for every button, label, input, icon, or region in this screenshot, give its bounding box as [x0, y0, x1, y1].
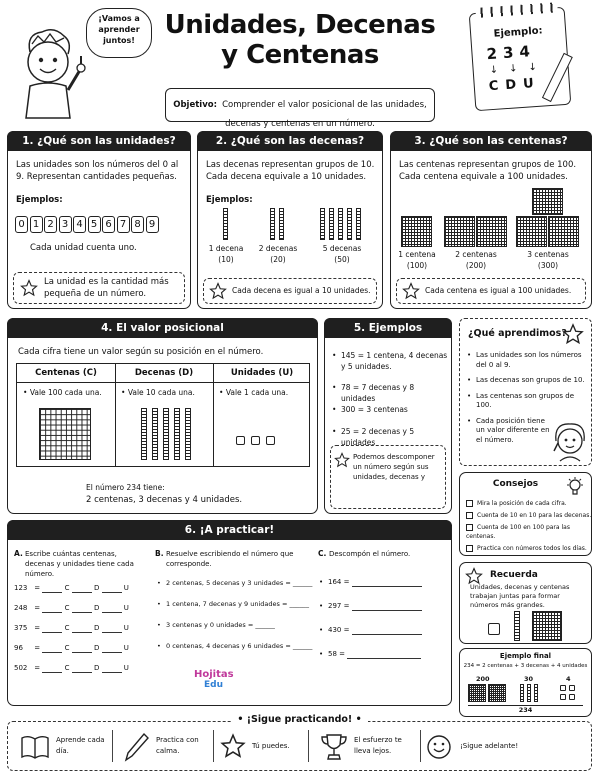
star-icon [402, 282, 420, 300]
table-col-divider [213, 364, 214, 466]
answer-blank[interactable] [347, 650, 421, 659]
page-title [160, 10, 440, 70]
footer-divider [213, 730, 214, 762]
practice-a-title: A. [14, 549, 23, 558]
practice-c-title: C. [318, 549, 327, 558]
col-item-tens: • Vale 10 cada una. [121, 388, 195, 397]
section-units [7, 131, 191, 309]
col-head-tens: Decenas (D) [134, 368, 194, 378]
section-tens-title: 2. ¿Qué son las decenas? [197, 131, 383, 151]
final-equation: 234 = 2 centenas + 3 decenas + 4 unidades [463, 663, 588, 669]
hundreds-note [396, 278, 586, 304]
answer-blank[interactable] [102, 644, 122, 653]
hundred-flat [516, 216, 547, 247]
tips-title: Consejos [492, 479, 539, 489]
col-head-hundreds: Centenas (C) [35, 368, 97, 378]
hundred-flat [532, 611, 562, 641]
star-icon [220, 733, 246, 759]
list-item: • 297 = [318, 601, 448, 611]
final-v3: 4 [566, 675, 571, 683]
section-examples-title: 5. Ejemplos [324, 318, 452, 338]
practice-b-text: Resuelve escribiendo el número que corresponde. [166, 550, 294, 568]
hundred-flat [39, 408, 91, 460]
final-v2: 30 [524, 675, 534, 683]
place-value-text: Cada cifra tiene un valor según su posición en el número. [18, 347, 264, 357]
star-icon [334, 452, 350, 468]
section-units-title: 1. ¿Qué son las unidades? [7, 131, 191, 151]
example-title: Ejemplo: [493, 25, 543, 40]
number-breakdown: 2 centenas, 3 decenas y 4 unidades. [86, 495, 243, 505]
ten-rod [270, 208, 275, 240]
section-place-value [7, 318, 318, 514]
remember-text: Unidades, decenas y centenas trabajan juntas para formar números más grandes. [470, 583, 570, 609]
examples-note-text: Podemos descomponer un número según sus unidades, decenas y [353, 453, 435, 481]
ten-rod [356, 208, 361, 240]
section-tens [197, 131, 383, 309]
answer-blank[interactable] [102, 624, 122, 633]
answer-blank[interactable] [102, 604, 122, 613]
table-row: 375 = C D U [14, 624, 129, 632]
footer-divider [420, 730, 421, 762]
tens-examples-label: Ejemplos: [206, 195, 253, 205]
footer-item-5: ¡Sigue adelante! [460, 742, 519, 750]
section-practice-title: 6. ¡A practicar! [7, 520, 452, 540]
unit-cube [569, 694, 575, 700]
tips-list [466, 499, 592, 553]
objective-label: Objetivo: [173, 100, 217, 110]
checkbox-icon [466, 500, 473, 507]
final-total: 234 [518, 706, 533, 714]
star-icon [20, 279, 38, 297]
hundred-flat [548, 216, 579, 247]
hundreds-note-text: Cada centena es igual a 100 unidades. [425, 286, 572, 295]
brand-logo: Hojitas Edu [194, 669, 234, 690]
hundreds-ex2: 2 centenas (200) [455, 250, 497, 270]
learned-box [459, 318, 592, 466]
hundred-flat [468, 684, 486, 702]
footer-item-2: Practica con calma. [156, 736, 199, 755]
ten-rod [163, 408, 169, 460]
unit-cube [560, 694, 566, 700]
list-item: • Las decenas son grupos de 10. [466, 376, 588, 386]
unit-cube [560, 685, 566, 691]
list-item: • 164 = [318, 577, 448, 587]
units-caption: Cada unidad cuenta uno. [30, 243, 137, 253]
ten-rod [338, 208, 343, 240]
table-row: 248 = C D U [14, 604, 129, 612]
table-row: 123 = C D U [14, 584, 129, 592]
section-practice [7, 520, 452, 706]
footer-item-1: Aprende cada día. [56, 736, 105, 755]
footer-banner [7, 714, 592, 771]
answer-blank[interactable] [42, 584, 62, 593]
answer-blank[interactable] [352, 578, 422, 587]
book-icon [20, 734, 50, 760]
answer-blank[interactable] [102, 584, 122, 593]
tens-text: Las decenas representan grupos de 10. Cada decena equivale a 10 unidades. [206, 160, 375, 182]
tens-ex1: 1 decena (10) [208, 244, 244, 264]
hundred-flat [401, 216, 432, 247]
unit-cubes [233, 430, 278, 449]
units-note-text: La unidad es la cantidad más pequeña de un número. [44, 277, 169, 299]
final-example-box [459, 648, 592, 717]
hundred-flat [488, 684, 506, 702]
tip-item: Cuenta de 10 en 10 para las decenas. [466, 511, 592, 520]
answer-blank[interactable] [352, 602, 422, 611]
units-text: Las unidades son los números del 0 al 9. Representan cantidades pequeñas. [16, 160, 179, 182]
section-hundreds-title: 3. ¿Qué son las centenas? [390, 131, 592, 151]
list-item: • 78 = 7 decenas y 8 unidades [331, 383, 449, 405]
hundred-flat [444, 216, 475, 247]
list-item: • 25 = 2 decenas y 5 unidades [331, 427, 449, 445]
objective-text: Comprender el valor posicional de las unidades, decenas y centenas en un número. [222, 100, 427, 129]
place-value-table [16, 363, 310, 467]
footer-title: • ¡Sigue practicando! • [8, 714, 591, 725]
units-examples-label: Ejemplos: [16, 195, 63, 205]
learned-title: ¿Qué aprendimos? [468, 328, 567, 339]
footer-item-4: El esfuerzo te lleva lejos. [354, 736, 402, 755]
tens-ex2: 2 decenas (20) [258, 244, 298, 264]
girl-illustration [550, 421, 590, 463]
unit-cube [236, 436, 245, 445]
star-icon [562, 323, 584, 345]
title-line-1: Unidades, Decenas [164, 10, 436, 40]
checkbox-icon [466, 524, 473, 531]
practice-b-list [156, 579, 316, 651]
list-item: • 1 centena, 7 decenas y 9 unidades = ______ [156, 600, 316, 609]
list-item: • Las centenas son grupos de 100. [466, 392, 588, 411]
notebook-rings [475, 2, 557, 18]
section-examples [324, 318, 452, 514]
title-line-2: y Centenas [221, 40, 379, 70]
unit-cube [251, 436, 260, 445]
col-head-units: Unidades (U) [230, 368, 294, 378]
tens-note-text: Cada decena es igual a 10 unidades. [232, 286, 371, 295]
example-notebook [469, 7, 572, 111]
tips-box [459, 472, 592, 556]
list-item: • 2 centenas, 5 decenas y 3 unidades = ______ [156, 579, 316, 588]
ten-rod [329, 208, 334, 240]
answer-blank[interactable] [42, 604, 62, 613]
ten-rod [320, 208, 325, 240]
section-place-value-title: 4. El valor posicional [7, 318, 318, 338]
answer-blank[interactable] [72, 664, 92, 673]
final-title: Ejemplo final [499, 652, 552, 660]
unit-cube [569, 685, 575, 691]
section-hundreds [390, 131, 592, 309]
number-text: El número 234 tiene: [86, 483, 165, 492]
list-item: • 145 = 1 centena, 4 decenas y 5 unidades. [331, 351, 449, 383]
speech-text: ¡Vamos a aprender juntos! [98, 14, 140, 45]
practice-a-text: Escribe cuántas centenas, decenas y unidades tiene cada número. [25, 550, 134, 578]
star-icon [209, 282, 227, 300]
hundred-flat [476, 216, 507, 247]
answer-blank[interactable] [72, 584, 92, 593]
trophy-icon [320, 732, 348, 762]
kid-illustration [8, 22, 88, 122]
footer-item-3: Tú puedes. [252, 742, 290, 750]
units-note [13, 272, 185, 304]
unit-cube [266, 436, 275, 445]
final-v1: 200 [476, 675, 490, 683]
ten-rod [534, 684, 538, 702]
ten-rod [223, 208, 228, 240]
footer-divider [308, 730, 309, 762]
pencil-icon [124, 732, 150, 762]
list-item: • Las unidades son los números del 0 al 9. [466, 351, 588, 370]
tens-ex3: 5 decenas (50) [322, 244, 362, 264]
list-item: • 430 = [318, 625, 448, 635]
smiley-icon [426, 734, 452, 760]
practice-a-rows [14, 583, 154, 673]
answer-blank[interactable] [72, 624, 92, 633]
digit-boxes: 0 1 2 3 4 5 6 7 8 9 [15, 212, 160, 233]
hundreds-ex1: 1 centena (100) [398, 250, 436, 270]
remember-box [459, 562, 592, 644]
answer-blank[interactable] [72, 604, 92, 613]
example-letters: CDU [488, 75, 542, 95]
ten-rod [185, 408, 191, 460]
objective-box [165, 88, 435, 129]
col-item-units: • Vale 1 cada una. [219, 388, 289, 397]
ten-rod [520, 684, 524, 702]
table-row: 96 = C D U [14, 644, 129, 652]
list-item: • Cada posición tiene un valor diferente en el número. [466, 417, 556, 446]
footer-divider [112, 730, 113, 762]
example-digits: 234 [485, 41, 537, 64]
answer-blank[interactable] [72, 644, 92, 653]
speech-bubble [86, 8, 152, 58]
ten-rod [174, 408, 180, 460]
tip-item: Cuenta de 100 en 100 para las centenas. [466, 524, 570, 540]
ten-rod [514, 611, 520, 641]
col-item-hundreds: • Vale 100 cada una. [23, 388, 102, 397]
list-item: • 300 = 3 centenas [331, 405, 449, 427]
examples-note [330, 445, 446, 509]
table-row: 502 = C D U [14, 664, 129, 672]
table-col-divider [115, 364, 116, 466]
lightbulb-icon [566, 477, 584, 497]
remember-title: Recuerda [490, 570, 538, 580]
ten-rod [527, 684, 531, 702]
answer-blank[interactable] [42, 664, 62, 673]
practice-b-title: B. [155, 549, 164, 558]
list-item: • 58 = [318, 649, 448, 659]
checkbox-icon [466, 545, 473, 552]
practice-c-list [318, 577, 448, 659]
tens-note [203, 278, 377, 304]
examples-list [331, 351, 449, 445]
ten-rod [152, 408, 158, 460]
example-arrows: ↓↓↓ [489, 61, 549, 77]
unit-cube-3d [488, 623, 500, 635]
hundreds-text: Las centenas representan grupos de 100. Cada centena equivale a 100 unidades. [399, 160, 577, 182]
answer-blank[interactable] [42, 644, 62, 653]
checkbox-icon [466, 512, 473, 519]
tip-item: Practica con números todos los días. [466, 544, 592, 553]
answer-blank[interactable] [42, 624, 62, 633]
ten-rod [141, 408, 147, 460]
tip-item: Mira la posición de cada cifra. [466, 499, 592, 508]
list-item: • 0 centenas, 4 decenas y 6 unidades = ______ [156, 642, 316, 651]
answer-blank[interactable] [102, 664, 122, 673]
hundreds-ex3: 3 centenas (300) [527, 250, 569, 270]
ten-rod [347, 208, 352, 240]
practice-c-text: Descompón el número. [329, 550, 411, 558]
answer-blank[interactable] [352, 626, 422, 635]
table-head-divider [17, 382, 309, 383]
ten-rod [279, 208, 284, 240]
hundred-flat [532, 188, 563, 215]
list-item: • 3 centenas y 0 unidades = ______ [156, 621, 316, 630]
